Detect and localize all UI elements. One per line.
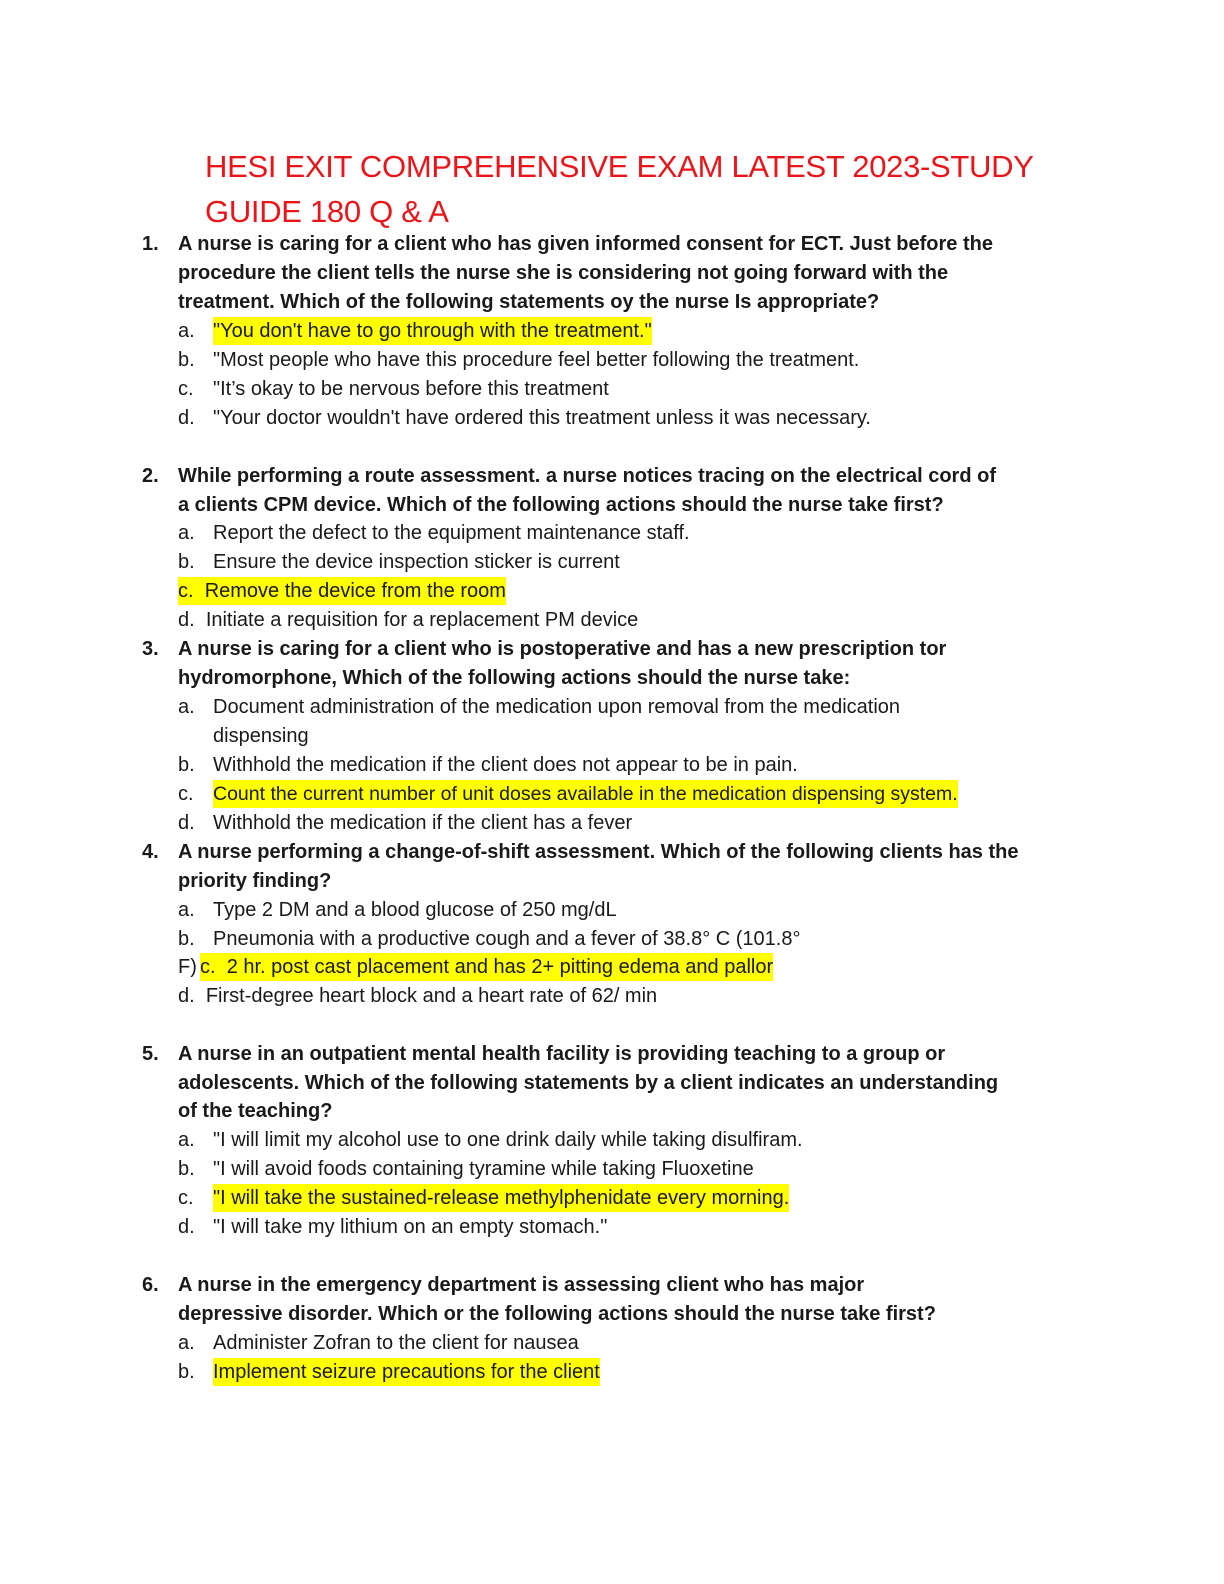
option-text: "I will limit my alcohol use to one drink daily while taking disulfiram.: [213, 1129, 803, 1151]
question-text-line: treatment. Which of the following statements oy the nurse Is appropriate?: [178, 291, 880, 313]
option-text: Ensure the device inspection sticker is current: [213, 551, 620, 573]
option-text: First-degree heart block and a heart rate of 62/ min: [205, 985, 658, 1007]
option-text: "It’s okay to be nervous before this treatment: [213, 378, 609, 400]
question-text-line: A nurse is caring for a client who has given informed consent for ECT. Just before the: [178, 233, 993, 255]
option-text: "I will avoid foods containing tyramine while taking Fluoxetine: [213, 1158, 754, 1180]
option-correct-answer: "I will take the sustained-release methylphenidate every morning.: [213, 1184, 789, 1212]
option-letter: b.: [178, 551, 195, 573]
option-text: Document administration of the medication upon removal from the medication: [213, 696, 901, 718]
question-text-line: A nurse is caring for a client who is postoperative and has a new prescription tor: [178, 638, 947, 660]
question-number: 4.: [142, 841, 159, 863]
option-correct-answer: Count the current number of unit doses available in the medication dispensing system.: [213, 780, 958, 808]
option-letter: a.: [178, 522, 195, 544]
question-text-line: hydromorphone, Which of the following actions should the nurse take:: [178, 667, 851, 689]
option-text: Type 2 DM and a blood glucose of 250 mg/dL: [213, 899, 617, 921]
document-title: [205, 144, 1065, 234]
option-letter: b.: [178, 1361, 195, 1383]
option-correct-answer: [178, 577, 506, 605]
question-text-line: While performing a route assessment. a nurse notices tracing on the electrical cord of: [178, 465, 996, 487]
option-text: "I will take my lithium on an empty stomach.": [213, 1216, 608, 1238]
option-text: Remove the device from the room: [204, 580, 506, 602]
option-letter: c.: [178, 783, 194, 805]
option-row: [178, 982, 657, 1010]
option-text: Pneumonia with a productive cough and a fever of 38.8° C (101.8°: [213, 928, 801, 950]
question-text-line: A nurse in the emergency department is assessing client who has major: [178, 1274, 865, 1296]
option-letter: c.: [178, 580, 194, 602]
question-number: 1.: [142, 233, 159, 255]
question-number: 6.: [142, 1274, 159, 1296]
question-number: 5.: [142, 1043, 159, 1065]
option-row: [178, 606, 638, 634]
option-letter: a.: [178, 320, 195, 342]
option-letter: d.: [178, 1216, 195, 1238]
question-text-line: of the teaching?: [178, 1100, 333, 1122]
option-text: "Your doctor wouldn't have ordered this treatment unless it was necessary.: [213, 407, 871, 429]
title-line-1: HESI EXIT COMPREHENSIVE EXAM LATEST 2023-STUDY: [205, 149, 1034, 184]
option-letter: d.: [178, 985, 195, 1007]
option-text: Withhold the medication if the client does not appear to be in pain.: [213, 754, 798, 776]
option-letter: a.: [178, 1332, 195, 1354]
question-number: 2.: [142, 465, 159, 487]
option-text: Administer Zofran to the client for nausea: [213, 1332, 579, 1354]
option-letter: b.: [178, 754, 195, 776]
question-text-line: priority finding?: [178, 870, 332, 892]
option-letter: a.: [178, 899, 195, 921]
option-letter: d.: [178, 609, 195, 631]
title-line-2: GUIDE 180 Q & A: [205, 194, 449, 229]
option-text: Report the defect to the equipment maintenance staff.: [213, 522, 690, 544]
option-letter: c.: [178, 378, 194, 400]
option-letter: a.: [178, 696, 195, 718]
question-text-line: A nurse performing a change-of-shift assessment. Which of the following clients has the: [178, 841, 1019, 863]
option-letter: a.: [178, 1129, 195, 1151]
option-text: Initiate a requisition for a replacement PM device: [205, 609, 639, 631]
question-text-line: a clients CPM device. Which of the following actions should the nurse take first?: [178, 494, 944, 516]
option-letter: c.: [178, 1187, 194, 1209]
option-correct-answer: "You don't have to go through with the treatment.": [213, 317, 652, 345]
option-letter: b.: [178, 928, 195, 950]
question-text-line: adolescents. Which of the following statements by a client indicates an understanding: [178, 1072, 999, 1094]
question-text-line: A nurse in an outpatient mental health facility is providing teaching to a group or: [178, 1043, 946, 1065]
option-correct-answer: Implement seizure precautions for the client: [213, 1358, 600, 1386]
option-letter: d.: [178, 407, 195, 429]
option-letter: d.: [178, 812, 195, 834]
option-text: "Most people who have this procedure feel better following the treatment.: [213, 349, 860, 371]
option-letter: b.: [178, 349, 195, 371]
option-text: Withhold the medication if the client has a fever: [213, 812, 633, 834]
option-text: 2 hr. post cast placement and has 2+ pitting edema and pallor: [226, 956, 774, 978]
option-letter: b.: [178, 1158, 195, 1180]
option-prefix: F): [178, 956, 197, 978]
option-correct-answer: [200, 953, 773, 981]
question-text-line: procedure the client tells the nurse she is considering not going forward with the: [178, 262, 949, 284]
question-number: 3.: [142, 638, 159, 660]
option-letter: c.: [200, 956, 216, 978]
question-text-line: depressive disorder. Which or the following actions should the nurse take first?: [178, 1303, 936, 1325]
option-text-continued: dispensing: [213, 725, 309, 747]
